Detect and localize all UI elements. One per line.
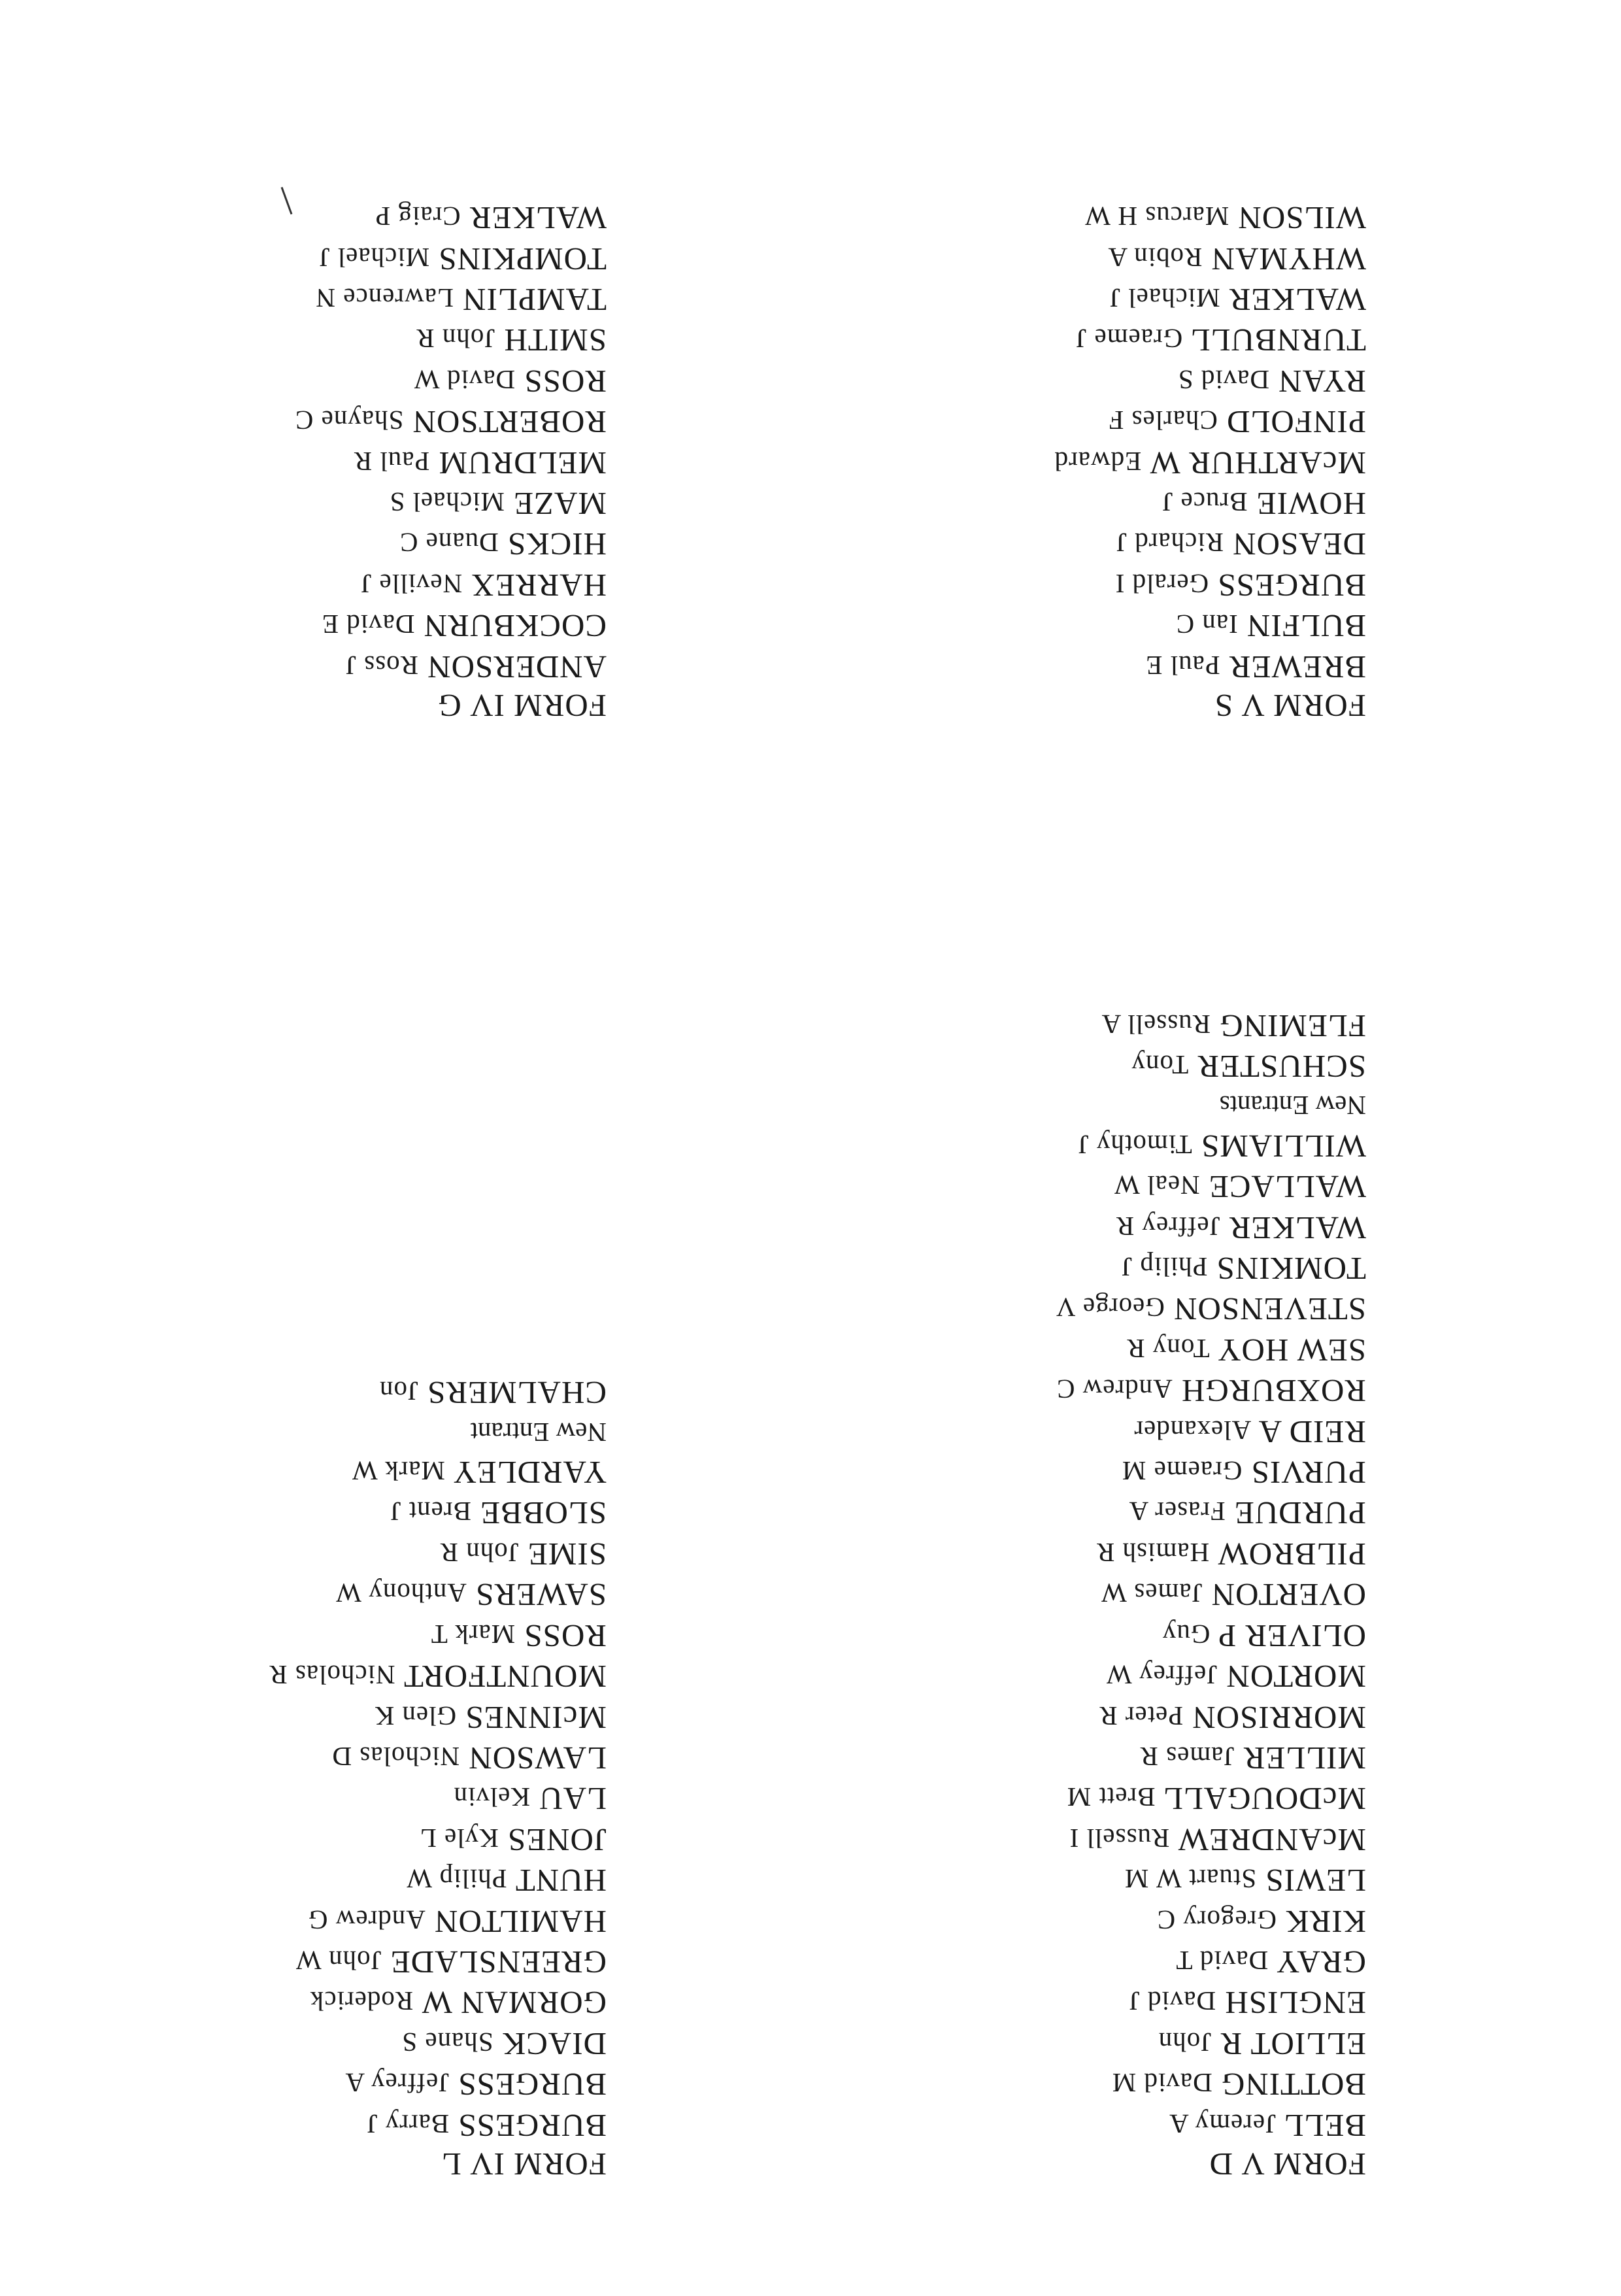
student-row <box>295 523 607 564</box>
student-surname: PILBROW <box>1218 1536 1366 1572</box>
student-given-names: Shayne C <box>295 405 404 436</box>
student-surname: WHYMAN <box>1211 241 1366 277</box>
student-surname: ANDERSON <box>427 649 607 685</box>
student-surname: FLEMING <box>1219 1007 1366 1044</box>
student-surname: WALLACE <box>1208 1169 1366 1206</box>
student-row <box>269 1778 607 1818</box>
student-given-names: Neal W <box>1114 1170 1200 1201</box>
student-surname: BURGESS <box>458 2067 607 2103</box>
student-surname: OVERTON <box>1211 1577 1366 1613</box>
student-given-names: Ian C <box>1175 609 1238 640</box>
student-row <box>269 1533 607 1574</box>
student-given-names: Graeme M <box>1121 1456 1243 1487</box>
student-given-names: Kelvin <box>453 1782 531 1813</box>
student-row <box>1056 1696 1366 1736</box>
student-row <box>295 645 607 686</box>
student-row <box>1056 1737 1366 1778</box>
student-row <box>295 279 607 319</box>
student-given-names: Michael J <box>1109 282 1220 313</box>
student-row <box>295 605 607 645</box>
student-given-names: Barry J <box>366 2108 450 2139</box>
student-surname: McINNES <box>465 1699 607 1736</box>
student-row <box>269 1859 607 1900</box>
student-given-names: Nicholas D <box>331 1741 460 1772</box>
student-row <box>295 564 607 604</box>
student-surname: TOMKINS <box>1216 1251 1366 1287</box>
new-entrants-label: New Entrant <box>470 1417 607 1447</box>
student-given-names: Anthony W <box>335 1578 467 1609</box>
student-surname: GRAY <box>1277 1944 1366 1980</box>
student-row <box>1054 401 1366 441</box>
student-row <box>295 197 607 237</box>
student-surname: YARDLEY <box>454 1455 607 1491</box>
student-row <box>295 482 607 523</box>
student-surname: LEWIS <box>1265 1863 1366 1899</box>
student-surname: GORMAN W <box>422 1985 607 2021</box>
student-surname: BREWER <box>1228 649 1366 685</box>
student-row <box>269 2104 607 2144</box>
form-heading: FORM IV L <box>441 2146 607 2182</box>
student-given-names: Mark W <box>351 1456 445 1487</box>
student-given-names: Michael S <box>389 486 505 517</box>
student-surname: McDOUGALL <box>1163 1781 1366 1817</box>
student-row <box>1056 1206 1366 1247</box>
student-surname: HOWIE <box>1256 485 1366 522</box>
student-row <box>1056 2104 1366 2144</box>
student-surname: SLOBBE <box>480 1495 607 1532</box>
student-given-names: Paul E <box>1145 650 1220 681</box>
student-surname: MOUNTFORT <box>403 1659 607 1695</box>
student-given-names: Robin A <box>1107 242 1203 273</box>
student-given-names: Hamish R <box>1095 1537 1210 1568</box>
student-row <box>1056 1900 1366 1940</box>
student-given-names: Marcus H W <box>1084 201 1229 232</box>
student-surname: TURNBULL <box>1191 322 1366 359</box>
student-given-names: Jeffrey W <box>1105 1660 1218 1691</box>
student-row <box>1056 1410 1366 1451</box>
student-surname: WALKER <box>469 200 607 237</box>
form-heading: FORM V S <box>1214 688 1366 724</box>
student-given-names: Jeremy A <box>1169 2108 1277 2139</box>
student-row <box>269 1737 607 1778</box>
student-given-names: Richard J <box>1116 528 1224 558</box>
student-given-names: David S <box>1177 364 1270 395</box>
student-surname: MELDRUM <box>438 445 607 481</box>
student-given-names: Graeme J <box>1075 324 1183 354</box>
student-given-names: Guy <box>1161 1619 1211 1649</box>
student-given-names: Ross J <box>344 650 418 681</box>
student-given-names: John R <box>439 1537 519 1568</box>
student-surname: MILLER <box>1243 1740 1366 1776</box>
student-surname: ELLIOT R <box>1220 2025 1366 2062</box>
student-surname: MORTON <box>1226 1659 1366 1695</box>
student-surname: OLIVER P <box>1218 1617 1366 1654</box>
student-surname: SMITH <box>503 322 607 359</box>
student-given-names: David W <box>413 364 516 395</box>
student-surname: DEASON <box>1232 526 1366 563</box>
student-surname: MORRISON <box>1192 1699 1366 1736</box>
new-entrants-label: New Entrants <box>1219 1090 1366 1121</box>
student-row <box>269 1982 607 2022</box>
student-given-names: Jeffrey R <box>1115 1211 1220 1241</box>
student-row <box>1056 1982 1366 2022</box>
form-iv-l-list <box>269 1372 607 2184</box>
student-row <box>269 1372 607 1412</box>
student-given-names: Jon <box>378 1376 418 1407</box>
student-given-names: Andrew G <box>307 1904 426 1935</box>
student-given-names: Edward <box>1054 446 1142 477</box>
student-given-names: Alexander <box>1133 1415 1252 1445</box>
student-row <box>269 1696 607 1736</box>
student-row <box>269 1900 607 1940</box>
student-surname: McANDREW <box>1178 1821 1366 1858</box>
student-given-names: David T <box>1175 1945 1269 1976</box>
student-row <box>1054 564 1366 604</box>
student-row <box>269 1655 607 1696</box>
student-row <box>1054 441 1366 482</box>
student-row <box>295 360 607 400</box>
student-row <box>1054 523 1366 564</box>
student-given-names: Paul R <box>353 446 430 477</box>
student-given-names: Charles F <box>1108 405 1218 436</box>
student-row <box>1056 1818 1366 1859</box>
student-surname: BURGESS <box>458 2107 607 2144</box>
student-row <box>1056 1451 1366 1492</box>
student-given-names: Neville J <box>360 568 463 599</box>
student-given-names: Tony <box>1131 1050 1189 1081</box>
student-surname: ROSS <box>524 1617 607 1654</box>
student-row <box>1056 1492 1366 1532</box>
student-surname: ENGLISH <box>1224 1985 1366 2021</box>
student-surname: McARTHUR W <box>1150 445 1366 481</box>
student-given-names: Andrew C <box>1056 1374 1173 1405</box>
student-given-names: Brett M <box>1066 1782 1156 1813</box>
student-row <box>1054 605 1366 645</box>
student-given-names: Nicholas R <box>269 1660 395 1691</box>
form-heading: FORM V D <box>1209 2146 1366 2182</box>
student-row <box>1056 1166 1366 1206</box>
student-given-names: Glen K <box>374 1700 457 1731</box>
student-row <box>1056 2063 1366 2104</box>
student-given-names: Lawrence N <box>315 282 454 313</box>
student-given-names: David M <box>1111 2068 1212 2099</box>
student-row <box>1054 482 1366 523</box>
student-surname: WILLIAMS <box>1201 1128 1366 1164</box>
student-given-names: Stuart W M <box>1124 1864 1257 1895</box>
student-row <box>1054 279 1366 319</box>
student-given-names: Tony R <box>1126 1333 1210 1364</box>
student-given-names: Bruce J <box>1161 486 1248 517</box>
student-row <box>1056 2022 1366 2063</box>
student-row <box>295 441 607 482</box>
student-surname: GREENSLADE <box>390 1944 607 1980</box>
student-surname: PURDUE <box>1233 1495 1366 1532</box>
student-surname: TAMPLIN <box>462 281 607 318</box>
student-row <box>269 1574 607 1614</box>
student-given-names: Michael J <box>318 242 430 273</box>
student-given-names: John R <box>416 324 495 354</box>
student-row <box>1056 1859 1366 1900</box>
student-surname: COCKBURN <box>423 608 607 645</box>
student-given-names: David E <box>321 609 415 640</box>
student-row <box>295 237 607 278</box>
student-given-names: Timothy J <box>1077 1129 1192 1160</box>
student-given-names: Mark T <box>430 1619 516 1649</box>
student-surname: TOMPKINS <box>438 241 607 277</box>
student-row <box>1056 1288 1366 1328</box>
student-surname: SEW HOY <box>1218 1332 1366 1368</box>
student-given-names: Peter R <box>1099 1700 1184 1731</box>
student-surname: SAWERS <box>475 1577 607 1613</box>
student-surname: WALKER <box>1228 281 1366 318</box>
student-surname: WILSON <box>1237 200 1366 237</box>
student-given-names: Shane S <box>401 2027 493 2057</box>
student-given-names: Duane C <box>399 528 499 558</box>
student-surname: BURGESS <box>1217 567 1366 603</box>
student-row <box>269 2063 607 2104</box>
student-row <box>1056 1574 1366 1614</box>
student-surname: BULFIN <box>1246 608 1366 645</box>
student-surname: RYAN <box>1278 363 1366 399</box>
student-surname: KIRK <box>1285 1903 1366 1940</box>
student-surname: HAMILTON <box>434 1903 607 1940</box>
student-given-names: Brent J <box>390 1496 471 1527</box>
student-given-names: Philip J <box>1121 1252 1208 1283</box>
student-given-names: Russell A <box>1101 1009 1211 1039</box>
student-surname: LAU <box>539 1781 607 1817</box>
student-surname: HICKS <box>507 526 607 563</box>
student-surname: SCHUSTER <box>1197 1049 1366 1085</box>
student-row <box>1054 237 1366 278</box>
student-row <box>269 1941 607 1982</box>
student-given-names: Gregory C <box>1156 1904 1277 1935</box>
student-row <box>1056 1370 1366 1410</box>
student-row <box>1056 1655 1366 1696</box>
student-surname: ROXBURGH <box>1181 1373 1366 1410</box>
student-given-names: Philip W <box>406 1864 507 1895</box>
student-row <box>1056 1004 1366 1045</box>
student-given-names: John <box>1158 2027 1212 2057</box>
student-given-names: Kyle L <box>419 1823 499 1853</box>
student-given-names: John W <box>295 1945 382 1976</box>
student-row <box>1056 1778 1366 1818</box>
student-given-names: David J <box>1128 1986 1216 2017</box>
form-iv-g-list <box>295 197 607 725</box>
student-given-names: Roderick <box>309 1986 414 2017</box>
student-given-names: Craig P <box>375 201 461 232</box>
student-given-names: George V <box>1055 1292 1165 1323</box>
student-surname: STEVENSON <box>1173 1291 1366 1328</box>
student-surname: BOTTING <box>1220 2067 1366 2103</box>
form-v-s-list <box>1054 197 1366 725</box>
student-surname: PINFOLD <box>1226 404 1366 441</box>
student-row <box>295 401 607 441</box>
student-row <box>1056 1124 1366 1165</box>
student-surname: MAZE <box>513 485 607 522</box>
student-row <box>1056 1328 1366 1369</box>
student-surname: PURVIS <box>1250 1455 1366 1491</box>
student-row <box>269 1614 607 1655</box>
student-surname: ROSS <box>524 363 607 399</box>
student-surname: SIME <box>527 1536 607 1572</box>
student-row <box>1054 197 1366 237</box>
form-heading: FORM IV G <box>437 688 607 724</box>
student-row <box>269 1492 607 1532</box>
form-v-d-list <box>1056 1004 1366 2184</box>
student-row <box>1056 1614 1366 1655</box>
student-surname: REID A <box>1260 1413 1366 1450</box>
student-row <box>1056 1941 1366 1982</box>
student-given-names: Gerald I <box>1114 568 1209 599</box>
student-row <box>1056 1533 1366 1574</box>
student-surname: HARREX <box>471 567 607 603</box>
student-given-names: Russell I <box>1069 1823 1170 1853</box>
student-given-names: James R <box>1139 1741 1235 1772</box>
student-row <box>1056 1247 1366 1288</box>
student-surname: CHALMERS <box>427 1375 607 1411</box>
student-given-names: James W <box>1101 1578 1203 1609</box>
student-row <box>1054 360 1366 400</box>
student-surname: JONES <box>507 1821 607 1858</box>
student-row <box>269 2022 607 2063</box>
student-given-names: Jeffrey A <box>344 2068 450 2099</box>
student-row <box>295 319 607 360</box>
student-surname: LAWSON <box>468 1740 607 1776</box>
student-surname: BELL <box>1284 2107 1366 2144</box>
student-row <box>1056 1045 1366 1086</box>
student-surname: HUNT <box>515 1863 607 1899</box>
student-row <box>269 1818 607 1859</box>
student-row <box>1054 319 1366 360</box>
pen-tick-mark <box>281 187 293 214</box>
student-surname: WALKER <box>1228 1209 1366 1246</box>
student-surname: DIACK <box>501 2025 607 2062</box>
student-surname: ROBERTSON <box>412 404 607 441</box>
student-row <box>269 1451 607 1492</box>
student-row <box>1054 645 1366 686</box>
student-given-names: Fraser A <box>1128 1496 1226 1527</box>
